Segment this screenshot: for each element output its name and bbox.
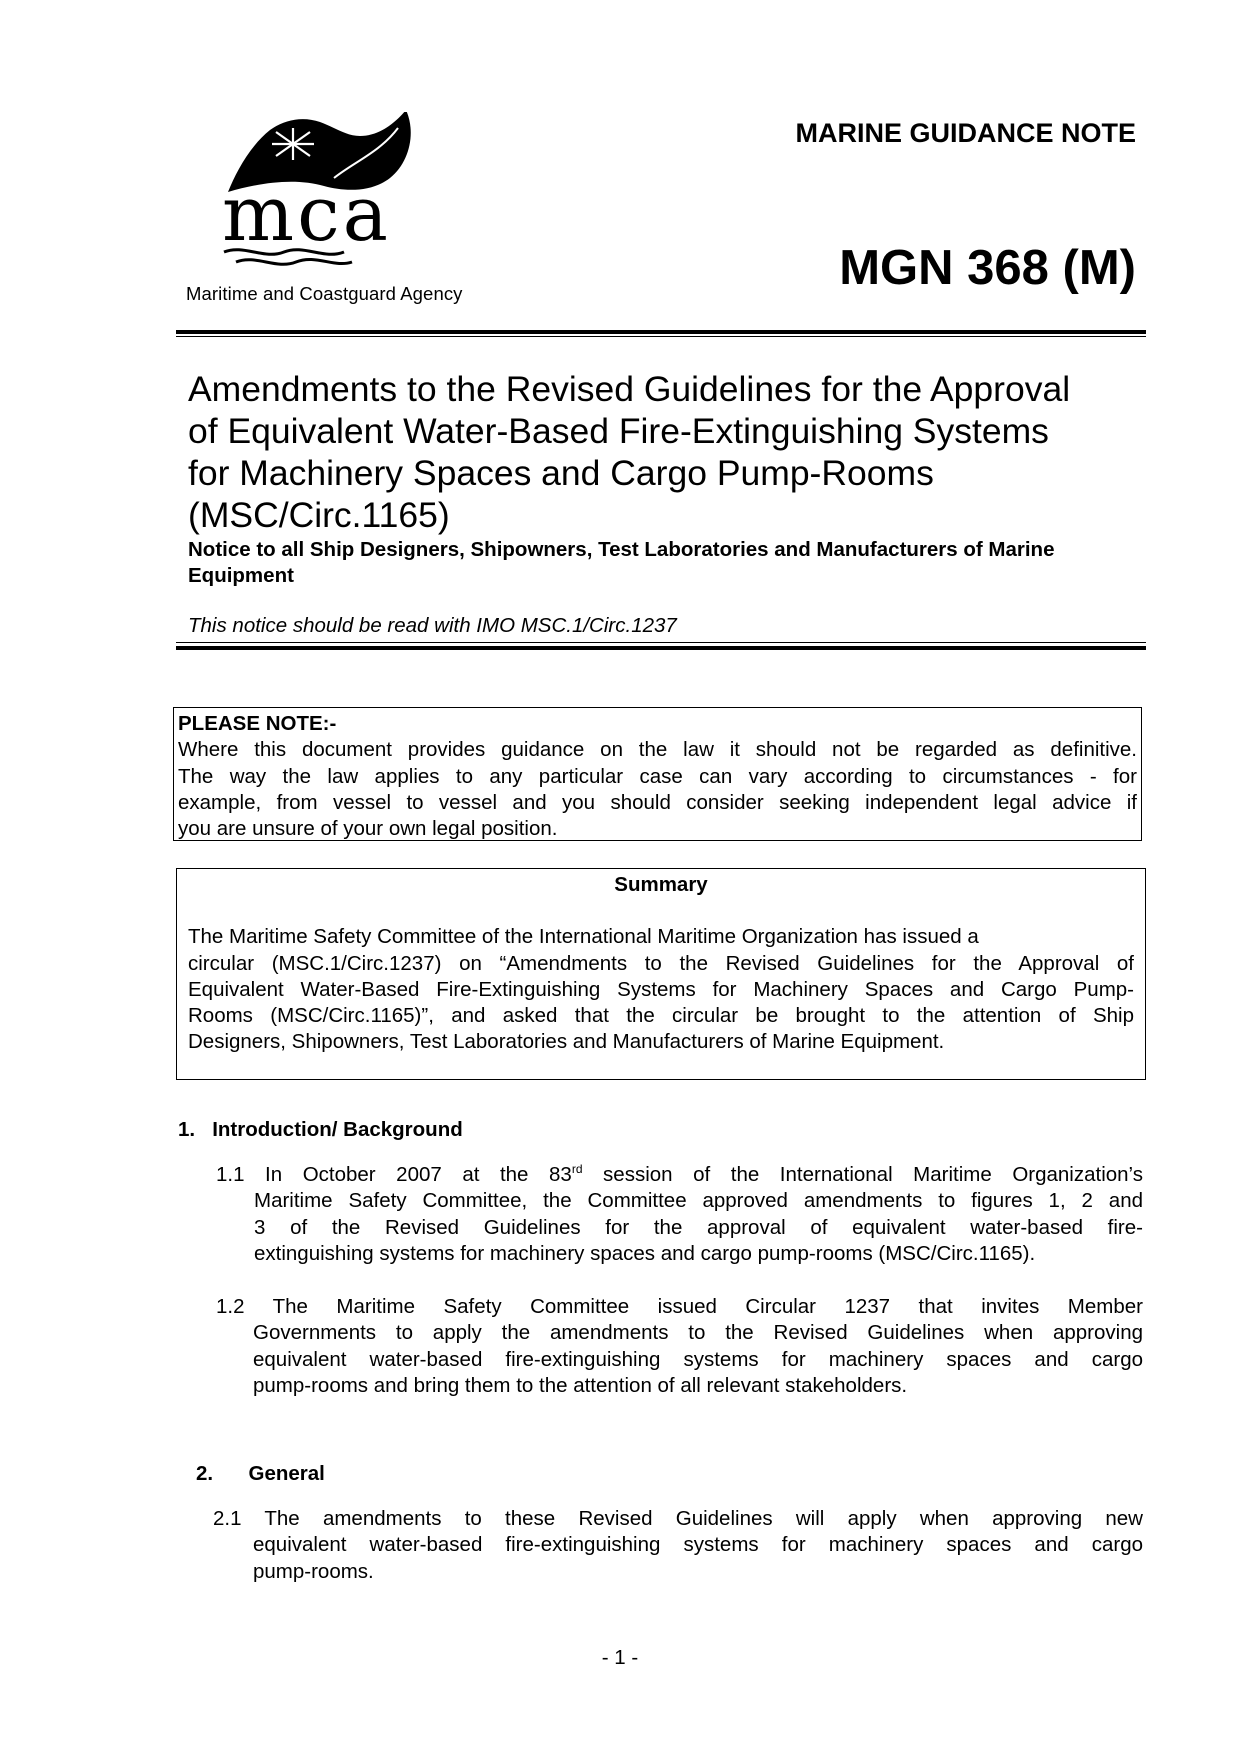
title-line: Amendments to the Revised Guidelines for the Approval — [188, 369, 1071, 409]
union-flag-icon — [272, 128, 314, 160]
paragraph-1-2 — [216, 1294, 1143, 1399]
summary-line: The Maritime Safety Committee of the International Maritime Organization has issued a — [188, 925, 979, 949]
section-title: General — [248, 1462, 325, 1485]
paragraph-line: equivalent water-based fire-extinguishing systems for machinery spaces and cargo — [253, 1347, 1143, 1371]
paragraph-line: 3 of the Revised Guidelines for the approval of equivalent water-based fire- — [254, 1215, 1143, 1239]
paragraph-text: session of the International Maritime Organization’s — [582, 1163, 1143, 1186]
paragraph-line: Maritime Safety Committee, the Committee approved amendments to figures 1, 2 and — [254, 1189, 1143, 1213]
title-line: for Machinery Spaces and Cargo Pump-Rooms — [188, 453, 934, 493]
document-number: MGN 368 (M) — [839, 241, 1136, 295]
section-2-heading — [196, 1462, 325, 1486]
document-type: MARINE GUIDANCE NOTE — [795, 118, 1136, 148]
section-number: 1. — [178, 1118, 196, 1141]
please-note-box — [173, 707, 1142, 841]
please-note-line: you are unsure of your own legal position. — [178, 817, 558, 841]
section-title: Introduction/ Background — [212, 1118, 463, 1141]
paragraph-line: extinguishing systems for machinery spaces and cargo pump-rooms (MSC/Circ.1165). — [254, 1241, 1036, 1265]
paragraph-line: pump-rooms. — [253, 1559, 374, 1583]
section-1-heading — [178, 1118, 463, 1142]
summary-line: circular (MSC.1/Circ.1237) on “Amendments to the Revised Guidelines for the Approval of — [188, 951, 1134, 975]
paragraph-line: equivalent water-based fire-extinguishing systems for machinery spaces and cargo — [253, 1533, 1143, 1557]
summary-text — [188, 924, 1134, 1055]
mca-logo — [184, 112, 484, 282]
header-rule-thin — [176, 336, 1146, 337]
title-line: of Equivalent Water-Based Fire-Extinguishing Systems — [188, 411, 1049, 451]
summary-line: Designers, Shipowners, Test Laboratories and Manufacturers of Marine Equipment. — [188, 1030, 945, 1054]
read-with-note: This notice should be read with IMO MSC.1/Circ.1237 — [188, 614, 677, 637]
notice-audience: Notice to all Ship Designers, Shipowners, Test Laboratories and Manufacturers of Marine Equipment — [188, 538, 1055, 587]
header-rule-thick — [176, 330, 1146, 334]
paragraph-text: 1.1 In October 2007 at the 83 — [216, 1163, 572, 1186]
paragraph-line: pump-rooms and bring them to the attention of all relevant stakeholders. — [253, 1373, 908, 1397]
paragraph-first-line: 1.2 The Maritime Safety Committee issued Circular 1237 that invites Member — [216, 1295, 1143, 1318]
logo-caption: Maritime and Coastguard Agency — [186, 283, 463, 304]
title-line: (MSC/Circ.1165) — [188, 495, 450, 535]
summary-line: Equivalent Water-Based Fire-Extinguishing Systems for Machinery Spaces and Cargo Pump- — [188, 977, 1134, 1001]
summary-heading: Summary — [614, 873, 708, 896]
please-note-line: The way the law applies to any particular case can vary according to circumstances - for — [178, 764, 1137, 788]
paragraph-1-1 — [216, 1162, 1143, 1267]
document-title — [188, 368, 1128, 536]
paragraph-2-1 — [213, 1506, 1143, 1585]
summary-box — [176, 868, 1146, 1080]
paragraph-first-line: 2.1 The amendments to these Revised Guidelines will apply when approving new — [213, 1507, 1143, 1530]
title-rule-thin — [176, 642, 1146, 643]
page-number: - 1 - — [601, 1646, 639, 1669]
summary-line: Rooms (MSC/Circ.1165)”, and asked that the circular be brought to the attention of Ship — [188, 1004, 1134, 1028]
ordinal-suffix: rd — [571, 1162, 583, 1177]
please-note-heading: PLEASE NOTE:- — [178, 712, 337, 735]
paragraph-first-line — [216, 1162, 1143, 1188]
logo-letters: mca — [222, 169, 391, 258]
section-number: 2. — [196, 1462, 214, 1485]
title-rule-thick — [176, 646, 1146, 650]
please-note-line: example, from vessel to vessel and you should consider seeking independent legal advice if — [178, 790, 1137, 814]
please-note-line: Where this document provides guidance on the law it should not be regarded as definitive. — [178, 738, 1137, 762]
paragraph-line: Governments to apply the amendments to the Revised Guidelines when approving — [253, 1321, 1143, 1345]
